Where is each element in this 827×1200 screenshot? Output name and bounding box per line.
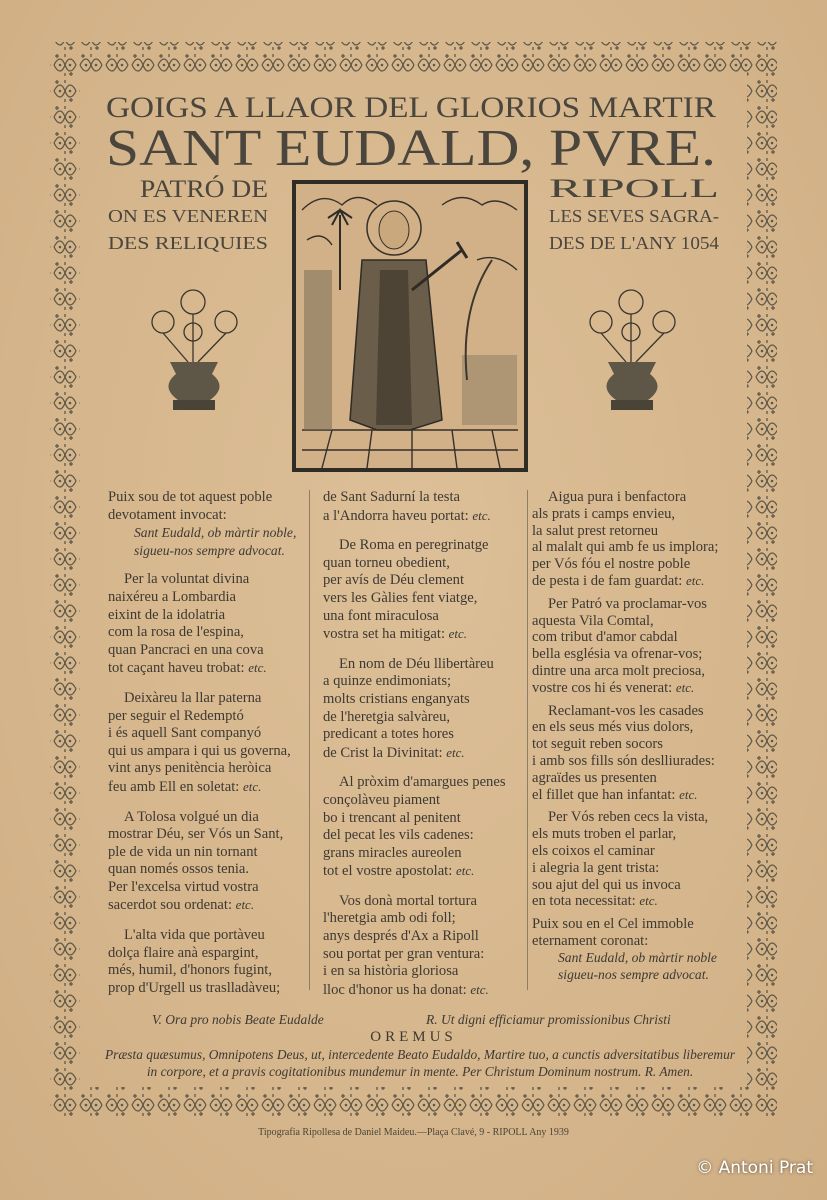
stanza	[323, 537, 506, 644]
verse-line	[323, 946, 506, 964]
verse-line	[323, 910, 506, 928]
woodcut-saint-eudald-icon	[292, 180, 528, 472]
stanza	[108, 927, 296, 997]
stanza	[108, 809, 296, 916]
stanza	[323, 489, 506, 525]
verse-text: grans miracles aureolen	[323, 844, 462, 861]
verse-text: sou ajut del qui us invoca	[532, 876, 681, 893]
flower-vase-right-icon	[576, 282, 691, 412]
stanza	[532, 703, 718, 804]
verse-line	[323, 810, 506, 828]
verse-text: quan torneu obedient,	[323, 554, 450, 571]
verse-line	[532, 916, 718, 933]
verse-text: L'alta vida que portàveu	[124, 927, 265, 944]
verse-text: vostra set ha mitigat:	[323, 626, 445, 643]
verse-line	[108, 607, 296, 625]
verse-line	[532, 596, 718, 613]
etc-marker: etc.	[686, 572, 705, 588]
verse-line	[532, 826, 718, 843]
copyright-watermark: © Antoni Prat	[696, 1158, 813, 1178]
verse-line	[323, 555, 506, 573]
verse-line	[323, 709, 506, 727]
stanza	[532, 489, 718, 590]
printer-imprint: Tipografia Ripollesa de Daniel Maideu.—Plaça Clavé, 9 - RIPOLL Any 1939	[258, 1127, 569, 1138]
verse-line	[108, 809, 296, 827]
verse-line	[532, 663, 718, 680]
verse-text: naixéreu a Lombardia	[108, 588, 237, 605]
subtitle-left-3: DES RELIQUIES	[108, 233, 268, 253]
verse-line	[323, 625, 506, 644]
verse-text: Per la voluntat divina	[124, 571, 250, 588]
verse-text: una font miraculosa	[323, 607, 439, 624]
verse-line	[532, 646, 718, 663]
verse-line	[323, 963, 506, 981]
stanza	[532, 916, 718, 983]
verse-line	[532, 843, 718, 860]
column-divider	[309, 490, 310, 990]
verse-text: Per Patró va proclamar-vos	[548, 595, 707, 612]
verse-text: de Crist la Divinitat:	[323, 744, 443, 761]
verse-line	[108, 879, 296, 897]
verse-line	[323, 827, 506, 845]
stanza	[108, 489, 296, 559]
verse-text: vers les Gàlies fent viatge,	[323, 589, 478, 606]
oremus-heading: OREMUS	[370, 1029, 457, 1045]
verse-text: lloc d'honor us ha donat:	[323, 981, 467, 998]
verse-text: Reclamant-vos les casades	[548, 702, 704, 719]
verse-text: i és aquell Sant companyó	[108, 725, 262, 742]
verse-text: qui us ampara i qui us governa,	[108, 742, 291, 759]
refrain-line: Sant Eudald, ob màrtir noble,	[134, 525, 297, 541]
verse-line	[108, 962, 296, 980]
verse-text: la salut prest retorneu	[532, 522, 659, 539]
verse-line	[108, 571, 296, 589]
etc-marker: etc.	[472, 507, 491, 523]
verse-line	[323, 744, 506, 763]
verse-text: per avís de Déu clement	[323, 572, 465, 589]
verse-text: com tribut d'amor cabdal	[532, 629, 678, 646]
etc-marker: etc.	[242, 778, 262, 794]
verse-line	[532, 523, 718, 540]
verse-line	[532, 877, 718, 894]
stanza	[532, 596, 718, 697]
verse-text: quan Pancraci en una cova	[108, 641, 264, 658]
verse-text: per seguir el Redemptó	[108, 707, 244, 724]
verse-line	[532, 613, 718, 630]
verse-text: anys després d'Ax a Ripoll	[323, 928, 479, 945]
verse-line	[108, 743, 296, 761]
verse-text: tot caçant haveu trobat:	[108, 660, 245, 677]
verse-line	[532, 719, 718, 736]
verse-text: agraïdes us presenten	[532, 769, 657, 786]
verse-text: i en sa història gloriosa	[323, 963, 459, 980]
verse-line	[323, 928, 506, 946]
verse-text: Aigua pura i benfactora	[548, 489, 687, 505]
verse-text: Puix sou de tot aquest poble	[108, 489, 273, 505]
verse-line	[323, 726, 506, 744]
verse-line	[108, 690, 296, 708]
etc-marker: etc.	[248, 660, 267, 676]
verse-line	[532, 770, 718, 787]
verse-line	[323, 774, 506, 792]
subtitle-right-2: LES SEVES SAGRA-	[549, 206, 719, 226]
verse-line	[108, 589, 296, 607]
verse-text: predicant a totes hores	[323, 726, 454, 743]
verse-text: els coixos el caminar	[532, 842, 655, 859]
stanza	[323, 656, 506, 763]
verse-line	[532, 753, 718, 770]
stanza	[108, 690, 296, 797]
verse-line	[323, 893, 506, 911]
verse-line	[323, 608, 506, 626]
verse-text: per Vós fóu el nostre poble	[532, 556, 691, 573]
verse-text: quan només ossos tenia.	[108, 861, 250, 878]
etc-marker: etc.	[448, 626, 468, 642]
verse-text: a quinze endimoniats;	[323, 673, 452, 690]
subtitle-right-3: DES DE L'ANY 1054	[549, 233, 719, 253]
verse-line	[323, 673, 506, 691]
verse-text: De Roma en peregrinatge	[339, 537, 489, 554]
verse-line	[108, 927, 296, 945]
verse-text: de Sant Sadurní la testa	[323, 489, 460, 505]
verse-line	[323, 862, 506, 881]
verse-text: Deixàreu la llar paterna	[124, 689, 262, 706]
verse-text: sou portat per gran ventura:	[323, 945, 485, 962]
verse-text: en tota necessitat:	[532, 893, 636, 910]
verse-text: dolça flaire anà espargint,	[108, 944, 259, 961]
etc-marker: etc.	[639, 893, 658, 909]
verse-line	[108, 778, 296, 797]
title-line-1: GOIGS A LLAOR DEL GLORIOS MARTIR	[106, 91, 716, 124]
refrain-line: Sant Eudald, ob màrtir noble	[558, 949, 717, 965]
column-divider	[527, 490, 528, 990]
verse-text: els muts troben el parlar,	[532, 826, 677, 843]
verse-text: molts cristians enganyats	[323, 690, 470, 707]
verse-text: eixint de la idolatria	[108, 606, 226, 623]
verse-text: feu amb Ell en soletat:	[108, 778, 240, 795]
verse-line	[532, 573, 718, 590]
verse-line	[108, 642, 296, 660]
prayer-line-1: Præsta quæsumus, Omnipotens Deus, ut, intercedente Beato Eudaldo, Martire tuo, a cunctis adversitatibus liberemur	[104, 1047, 736, 1062]
verse-line	[532, 556, 718, 573]
verse-text: bella església va ofrenar-vos;	[532, 646, 703, 663]
etc-marker: etc.	[455, 863, 475, 879]
verse-text: ple de vida un nin tornant	[108, 843, 258, 860]
verse-line	[323, 590, 506, 608]
verse-text: eternament coronat:	[532, 932, 649, 949]
verse-line	[532, 629, 718, 646]
verse-line	[108, 708, 296, 726]
verse-text: dintre una arca molt preciosa,	[532, 662, 706, 679]
versicle: V. Ora pro nobis Beate Eudalde	[152, 1012, 324, 1027]
verse-text: devotament invocat:	[108, 506, 227, 523]
verse-text: de l'heretgia salvàreu,	[323, 708, 451, 725]
verse-line	[108, 861, 296, 879]
etc-marker: etc.	[675, 679, 695, 695]
verse-line	[532, 506, 718, 523]
verse-line	[108, 624, 296, 642]
etc-marker: etc.	[235, 897, 255, 913]
verse-line	[532, 703, 718, 720]
verse-line	[532, 736, 718, 753]
verse-line	[532, 860, 718, 877]
verse-text: tot el vostre apostolat:	[323, 863, 453, 880]
verse-line	[108, 826, 296, 844]
verse-line	[323, 792, 506, 810]
verse-text: com la rosa de l'espina,	[108, 624, 244, 641]
verse-text: als prats i camps envieu,	[532, 505, 676, 522]
verse-line	[532, 680, 718, 697]
verse-line	[323, 489, 506, 507]
stanza	[323, 893, 506, 1000]
verse-text: En nom de Déu llibertàreu	[339, 655, 494, 672]
verse-text: tot seguit reben socors	[532, 736, 663, 753]
verse-text: Al pròxim d'amargues penes	[339, 774, 506, 791]
verse-text: al malalt qui amb fe us implora;	[532, 539, 719, 556]
verse-line	[323, 537, 506, 555]
verse-column-1	[108, 489, 296, 1009]
refrain-line: sigueu-nos sempre advocat.	[134, 542, 285, 558]
verse-line	[323, 691, 506, 709]
verse-line	[532, 539, 718, 556]
verse-text: a l'Andorra haveu portat:	[323, 507, 469, 524]
stanza	[323, 774, 506, 881]
verse-text: el fillet que han infantat:	[532, 786, 676, 803]
verse-text: en els seus més vius dolors,	[532, 719, 694, 736]
verse-text: sacerdot sou ordenat:	[108, 897, 233, 914]
verse-line	[323, 981, 506, 1000]
stanza	[532, 809, 718, 910]
verse-text: del pecat les vils cadenes:	[323, 827, 474, 844]
etc-marker: etc.	[679, 786, 698, 802]
verse-text: prop d'Urgell us traslladàveu;	[108, 979, 281, 996]
verse-text: l'heretgia amb odi foll;	[323, 910, 456, 927]
verse-line	[108, 507, 296, 525]
verse-line	[323, 507, 506, 526]
etc-marker: etc.	[470, 981, 489, 997]
title-line-2: SANT EUDALD, PVRE.	[106, 120, 716, 177]
refrain-line: sigueu-nos sempre advocat.	[558, 966, 709, 982]
verse-text: conçolàveu piament	[323, 791, 441, 808]
verse-line	[108, 844, 296, 862]
response: R. Ut digni efficiamur promissionibus Christi	[426, 1012, 671, 1027]
verse-line	[532, 787, 718, 804]
stanza	[108, 571, 296, 678]
verse-line	[108, 489, 296, 507]
verse-text: Per l'excelsa virtud vostra	[108, 878, 259, 895]
verse-text: i amb sos fills són deslliurades:	[532, 752, 715, 769]
verse-text: mostrar Déu, ser Vós un Sant,	[108, 826, 284, 843]
etc-marker: etc.	[446, 744, 465, 760]
prayer-line-2: in corpore, et a pravis cogitationibus mundemur in mente. Per Christum Dominum nostrum. R. Amen.	[146, 1064, 694, 1079]
verse-line	[108, 980, 296, 998]
verse-text: Vos donà mortal tortura	[339, 892, 477, 909]
verse-text: A Tolosa volgué un dia	[124, 808, 259, 825]
subtitle-left-1: PATRÓ DE	[140, 176, 257, 203]
verse-text: de pesta i de fam guardat:	[532, 572, 683, 589]
verse-line	[108, 945, 296, 963]
verse-column-3	[532, 489, 718, 989]
verse-text: vint anys penitència heròica	[108, 760, 272, 777]
verse-line	[108, 896, 296, 915]
subtitle-left-2: ON ES VENEREN	[108, 206, 268, 226]
verse-line	[532, 893, 718, 910]
verse-line	[532, 809, 718, 826]
subtitle-right-1: RIPOLL	[549, 174, 719, 203]
verse-text: i alegria la gent trista:	[532, 859, 660, 876]
verse-text: Puix sou en el Cel immoble	[532, 916, 694, 933]
verse-line	[323, 572, 506, 590]
flower-vase-left-icon	[138, 282, 253, 412]
verse-column-2	[323, 489, 506, 1011]
verse-line	[323, 845, 506, 863]
verse-line	[108, 725, 296, 743]
verse-text: més, humil, d'honors fugint,	[108, 962, 272, 979]
verse-line	[532, 489, 718, 506]
verse-line	[323, 656, 506, 674]
verse-line	[108, 760, 296, 778]
verse-text: vostre cos hi és venerat:	[532, 679, 673, 696]
verse-text: aquesta Vila Comtal,	[532, 612, 654, 629]
verse-text: bo i trencant al penitent	[323, 809, 461, 826]
verse-line	[532, 933, 718, 950]
verse-text: Per Vós reben cecs la vista,	[548, 809, 709, 826]
verse-line	[108, 659, 296, 678]
